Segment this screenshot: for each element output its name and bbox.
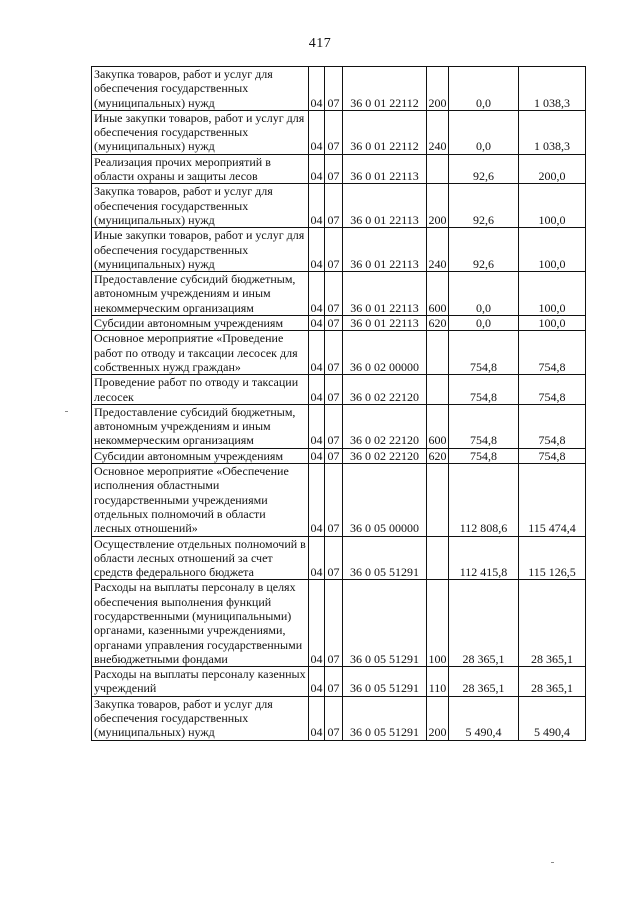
amount-year2-cell: 754,8 bbox=[519, 331, 586, 375]
target-article-cell: 36 0 05 51291 bbox=[343, 696, 427, 740]
subsection-code-cell: 07 bbox=[325, 228, 343, 272]
subsection-code-cell: 07 bbox=[325, 375, 343, 405]
table-row bbox=[92, 404, 586, 448]
amount-year1-cell: 0,0 bbox=[449, 272, 519, 316]
amount-year1-cell: 28 365,1 bbox=[449, 580, 519, 667]
section-code-cell: 04 bbox=[310, 316, 323, 331]
amount-year2-cell: 100,0 bbox=[519, 228, 586, 272]
amount-year2-cell: 754,8 bbox=[519, 375, 586, 405]
expense-name-cell: Предоставление субсидий бюджетным, автономным учреждениям и иным некоммерческим организациям bbox=[92, 272, 309, 316]
subsection-code-cell: 07 bbox=[325, 696, 343, 740]
expense-name-cell: Субсидии автономным учреждениям bbox=[92, 316, 309, 331]
amount-year1-cell: 92,6 bbox=[449, 184, 519, 228]
subsection-code-cell: 07 bbox=[325, 404, 343, 448]
amount-year2-cell: 28 365,1 bbox=[519, 580, 586, 667]
section-code-cell: 04 bbox=[309, 228, 325, 272]
expense-name-cell: Основное мероприятие «Проведение работ по отводу и таксации лесосек для собственных нужд граждан» bbox=[92, 331, 309, 375]
amount-year1-cell: 754,8 bbox=[449, 404, 519, 448]
amount-year1-cell: 92,6 bbox=[449, 154, 519, 184]
amount-year2-cell: 5 490,4 bbox=[519, 696, 586, 740]
expense-name-cell: Иные закупки товаров, работ и услуг для обеспечения государственных (муниципальных) нужд bbox=[92, 228, 309, 272]
section-code-cell: 04 bbox=[309, 696, 325, 740]
expense-name-cell: Предоставление субсидий бюджетным, автономным учреждениям и иным некоммерческим организациям bbox=[92, 404, 309, 448]
expense-type-cell: 600 bbox=[427, 404, 449, 448]
amount-year2-cell: 100,0 bbox=[519, 184, 586, 228]
amount-year2-cell: 200,0 bbox=[519, 154, 586, 184]
table-row bbox=[92, 375, 586, 405]
table-row bbox=[92, 448, 586, 463]
expense-name-cell: Проведение работ по отводу и таксации лесосек bbox=[92, 375, 309, 405]
section-code-cell: 04 bbox=[309, 464, 325, 536]
amount-year2-cell: 1 038,3 bbox=[519, 67, 586, 111]
target-article-cell: 36 0 05 51291 bbox=[343, 536, 427, 580]
amount-year1-cell: 0,0 bbox=[449, 110, 519, 154]
amount-year1-cell: 112 808,6 bbox=[449, 464, 519, 536]
table-row bbox=[92, 536, 586, 580]
section-code-cell: 04 bbox=[309, 375, 325, 405]
target-article-cell: 36 0 01 22113 bbox=[343, 316, 427, 331]
section-code-cell: 04 bbox=[309, 110, 325, 154]
budget-table-body bbox=[92, 67, 586, 741]
expense-name-cell: Закупка товаров, работ и услуг для обеспечения государственных (муниципальных) нужд bbox=[92, 184, 309, 228]
table-row bbox=[92, 580, 586, 667]
target-article-cell: 36 0 05 00000 bbox=[343, 464, 427, 536]
expense-type-cell: 110 bbox=[427, 667, 449, 697]
table-row bbox=[92, 110, 586, 154]
expense-type-cell bbox=[427, 464, 449, 536]
expense-name-cell: Закупка товаров, работ и услуг для обеспечения государственных (муниципальных) нужд bbox=[92, 67, 309, 111]
table-row bbox=[92, 667, 586, 697]
amount-year1-cell: 0,0 bbox=[449, 316, 519, 331]
table-row bbox=[92, 331, 586, 375]
expense-name-cell: Иные закупки товаров, работ и услуг для обеспечения государственных (муниципальных) нужд bbox=[92, 110, 309, 154]
target-article-cell: 36 0 02 22120 bbox=[343, 448, 427, 463]
target-article-cell: 36 0 01 22113 bbox=[343, 184, 427, 228]
subsection-code-cell: 07 bbox=[325, 272, 343, 316]
section-code-cell: 04 bbox=[309, 272, 325, 316]
amount-year2-cell: 1 038,3 bbox=[519, 110, 586, 154]
expense-type-cell bbox=[427, 375, 449, 405]
subsection-code-cell: 07 bbox=[325, 464, 343, 536]
target-article-cell: 36 0 02 22120 bbox=[343, 404, 427, 448]
expense-type-cell bbox=[427, 154, 449, 184]
subsection-code-cell: 07 bbox=[325, 184, 343, 228]
expense-type-cell: 200 bbox=[427, 184, 449, 228]
amount-year1-cell: 92,6 bbox=[449, 228, 519, 272]
expense-type-cell: 200 bbox=[427, 67, 449, 111]
subsection-code-cell: 07 bbox=[325, 154, 343, 184]
expense-type-cell bbox=[427, 536, 449, 580]
expense-name-cell: Реализация прочих мероприятий в области охраны и защиты лесов bbox=[92, 154, 309, 184]
target-article-cell: 36 0 02 22120 bbox=[343, 375, 427, 405]
amount-year1-cell: 28 365,1 bbox=[449, 667, 519, 697]
table-row bbox=[92, 154, 586, 184]
expense-type-cell bbox=[427, 331, 449, 375]
budget-table bbox=[91, 66, 586, 741]
expense-name-cell: Основное мероприятие «Обеспечение исполнения областными государственными учреждениями отдельных полномочий в области лесных отношений» bbox=[92, 464, 309, 536]
section-code-cell: 04 bbox=[309, 67, 325, 111]
expense-type-cell: 240 bbox=[427, 228, 449, 272]
amount-year2-cell: 754,8 bbox=[519, 448, 586, 463]
expense-name-cell: Субсидии автономным учреждениям bbox=[92, 448, 309, 463]
target-article-cell: 36 0 01 22113 bbox=[343, 228, 427, 272]
target-article-cell: 36 0 01 22112 bbox=[343, 110, 427, 154]
subsection-code-cell: 07 bbox=[325, 316, 343, 331]
section-code-cell: 04 bbox=[309, 154, 325, 184]
section-code-cell: 04 bbox=[310, 448, 323, 463]
amount-year1-cell: 754,8 bbox=[449, 331, 519, 375]
expense-name-cell: Закупка товаров, работ и услуг для обеспечения государственных (муниципальных) нужд bbox=[92, 696, 309, 740]
scan-speck bbox=[551, 862, 554, 863]
expense-type-cell: 600 bbox=[427, 272, 449, 316]
amount-year1-cell: 5 490,4 bbox=[449, 696, 519, 740]
section-code-cell: 04 bbox=[309, 331, 325, 375]
expense-type-cell: 100 bbox=[427, 580, 449, 667]
amount-year2-cell: 28 365,1 bbox=[519, 667, 586, 697]
amount-year2-cell: 100,0 bbox=[519, 316, 586, 331]
section-code-cell: 04 bbox=[309, 184, 325, 228]
target-article-cell: 36 0 01 22113 bbox=[343, 272, 427, 316]
subsection-code-cell: 07 bbox=[325, 331, 343, 375]
amount-year1-cell: 754,8 bbox=[449, 448, 519, 463]
target-article-cell: 36 0 05 51291 bbox=[343, 667, 427, 697]
table-row bbox=[92, 316, 586, 331]
amount-year2-cell: 115 474,4 bbox=[519, 464, 586, 536]
subsection-code-cell: 07 bbox=[325, 67, 343, 111]
amount-year2-cell: 100,0 bbox=[519, 272, 586, 316]
expense-type-cell: 620 bbox=[428, 448, 447, 463]
subsection-code-cell: 07 bbox=[325, 580, 343, 667]
section-code-cell: 04 bbox=[309, 667, 325, 697]
table-row bbox=[92, 696, 586, 740]
expense-name-cell: Осуществление отдельных полномочий в области лесных отношений за счет средств федерального бюджета bbox=[92, 536, 309, 580]
target-article-cell: 36 0 01 22113 bbox=[343, 154, 427, 184]
table-row bbox=[92, 464, 586, 536]
table-row bbox=[92, 272, 586, 316]
section-code-cell: 04 bbox=[309, 404, 325, 448]
expense-name-cell: Расходы на выплаты персоналу казенных учреждений bbox=[92, 667, 309, 697]
target-article-cell: 36 0 01 22112 bbox=[343, 67, 427, 111]
amount-year1-cell: 754,8 bbox=[449, 375, 519, 405]
amount-year1-cell: 0,0 bbox=[449, 67, 519, 111]
expense-type-cell: 200 bbox=[427, 696, 449, 740]
subsection-code-cell: 07 bbox=[325, 448, 343, 463]
table-row bbox=[92, 67, 586, 111]
subsection-code-cell: 07 bbox=[325, 536, 343, 580]
target-article-cell: 36 0 02 00000 bbox=[343, 331, 427, 375]
table-row bbox=[92, 184, 586, 228]
target-article-cell: 36 0 05 51291 bbox=[343, 580, 427, 667]
subsection-code-cell: 07 bbox=[325, 667, 343, 697]
amount-year1-cell: 112 415,8 bbox=[449, 536, 519, 580]
expense-name-cell: Расходы на выплаты персоналу в целях обеспечения выполнения функций государственными (муниципальными) органами, казенными учреждениями, органами управления государственными внебюджетными фондами bbox=[92, 580, 309, 667]
scan-speck bbox=[65, 411, 68, 412]
amount-year2-cell: 115 126,5 bbox=[519, 536, 586, 580]
table-row bbox=[92, 228, 586, 272]
section-code-cell: 04 bbox=[309, 536, 325, 580]
expense-type-cell: 240 bbox=[427, 110, 449, 154]
subsection-code-cell: 07 bbox=[325, 110, 343, 154]
page-number: 417 bbox=[308, 36, 332, 51]
amount-year2-cell: 754,8 bbox=[519, 404, 586, 448]
section-code-cell: 04 bbox=[309, 580, 325, 667]
expense-type-cell: 620 bbox=[428, 316, 447, 331]
